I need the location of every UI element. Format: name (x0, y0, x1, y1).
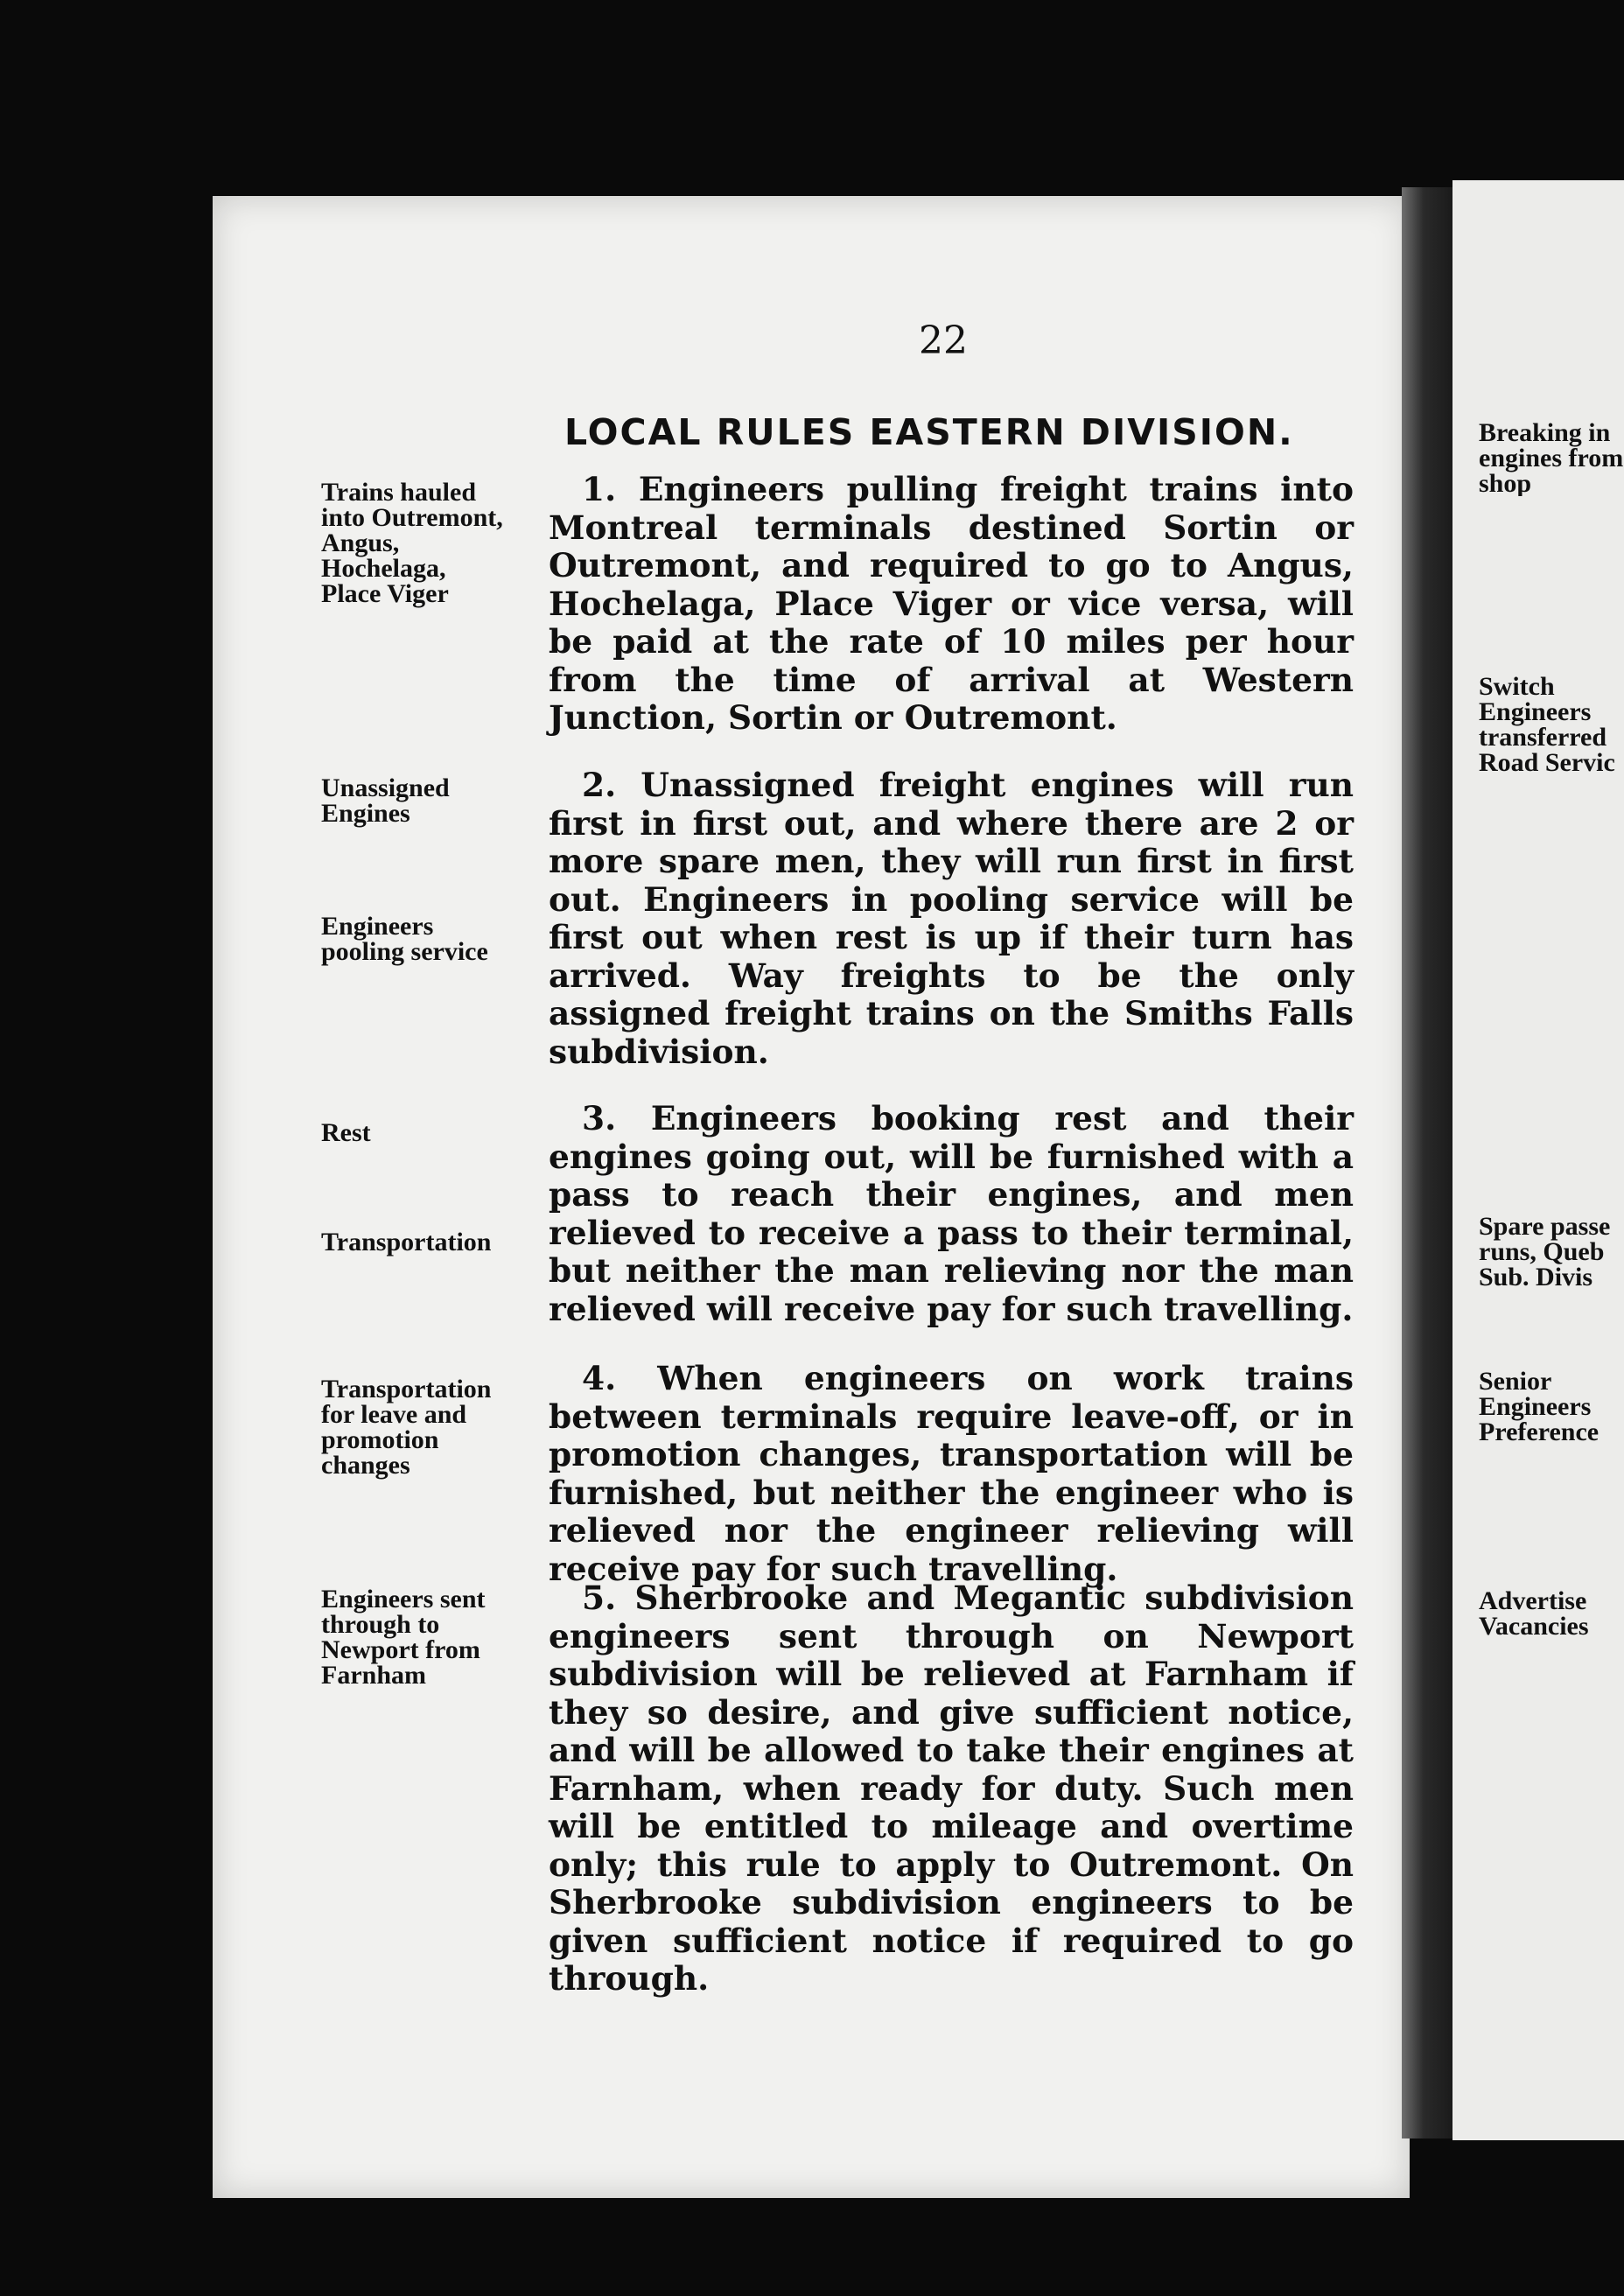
rule-paragraph-3: 3. Engineers booking rest and their engines going out, will be furnished with a pass to reach their engines, and men relieved to receive a pass to their terminal, but neither the man relieving nor the man relieved will receive pay for such travelling. (549, 1099, 1354, 1328)
right-note-spare-passenger: Spare passe runs, Queb Sub. Divis (1479, 1214, 1611, 1290)
margin-note-trains-hauled: Trains hauled into Outremont, Angus, Hochelaga, Place Viger (321, 478, 503, 608)
right-note-switch-engineers: Switch Engineers transferred Road Servic (1479, 674, 1615, 775)
margin-note-transportation: Transportation (321, 1228, 492, 1256)
margin-note-transportation-leave: Transportation for leave and promotion changes (321, 1375, 492, 1480)
rule-paragraph-2: 2. Unassigned freight engines will run first in first out, and where there are 2 or more spare men, they will run first in first out. Engineers in pooling service will be first out when rest is up if their turn has arrived. Way freights to be the only assigned freight trains on the Smiths Falls subdivision. (549, 766, 1354, 1071)
rule-paragraph-1: 1. Engineers pulling freight trains into Montreal terminals destined Sortin or Outremont, and required to go to Angus, Hochelaga, Place Viger or vice versa, will be paid at the rate of 10 miles per hour from the time of arrival at Western Junction, Sortin or Outremont. (549, 470, 1354, 737)
rule-paragraph-5: 5. Sherbrooke and Megantic subdivision engineers sent through on Newport subdivision will be relieved at Farnham if they so desire, and give sufficient notice, and will be allowed to take their engines at Farnham, when ready for duty. Such men will be entitled to mileage and overtime only; this rule to apply to Outremont. On Sherbrooke subdivision engineers to be given sufficient notice if required to go through. (549, 1578, 1354, 1998)
margin-note-rest: Rest (321, 1118, 371, 1147)
rule-paragraph-4: 4. When engineers on work trains between terminals require leave-off, or in promotion changes, transportation will be furnished, but neither the engineer who is relieved nor the engineer relieving will receive pay for such travelling. (549, 1359, 1354, 1588)
margin-note-engineers-sent-through: Engineers sent through to Newport from Farnham (321, 1585, 486, 1690)
right-note-breaking-in: Breaking in engines from shop (1479, 420, 1624, 496)
margin-note-unassigned-engines: Unassigned Engines (321, 774, 450, 828)
right-note-senior-engineers: Senior Engineers Preference (1479, 1368, 1600, 1445)
page-number: 22 (919, 318, 968, 363)
right-note-advertise-vacancies: Advertise Vacancies (1479, 1588, 1589, 1639)
margin-note-pooling-service: Engineers pooling service (321, 912, 488, 966)
page-heading: LOCAL RULES EASTERN DIVISION. (564, 411, 1294, 453)
